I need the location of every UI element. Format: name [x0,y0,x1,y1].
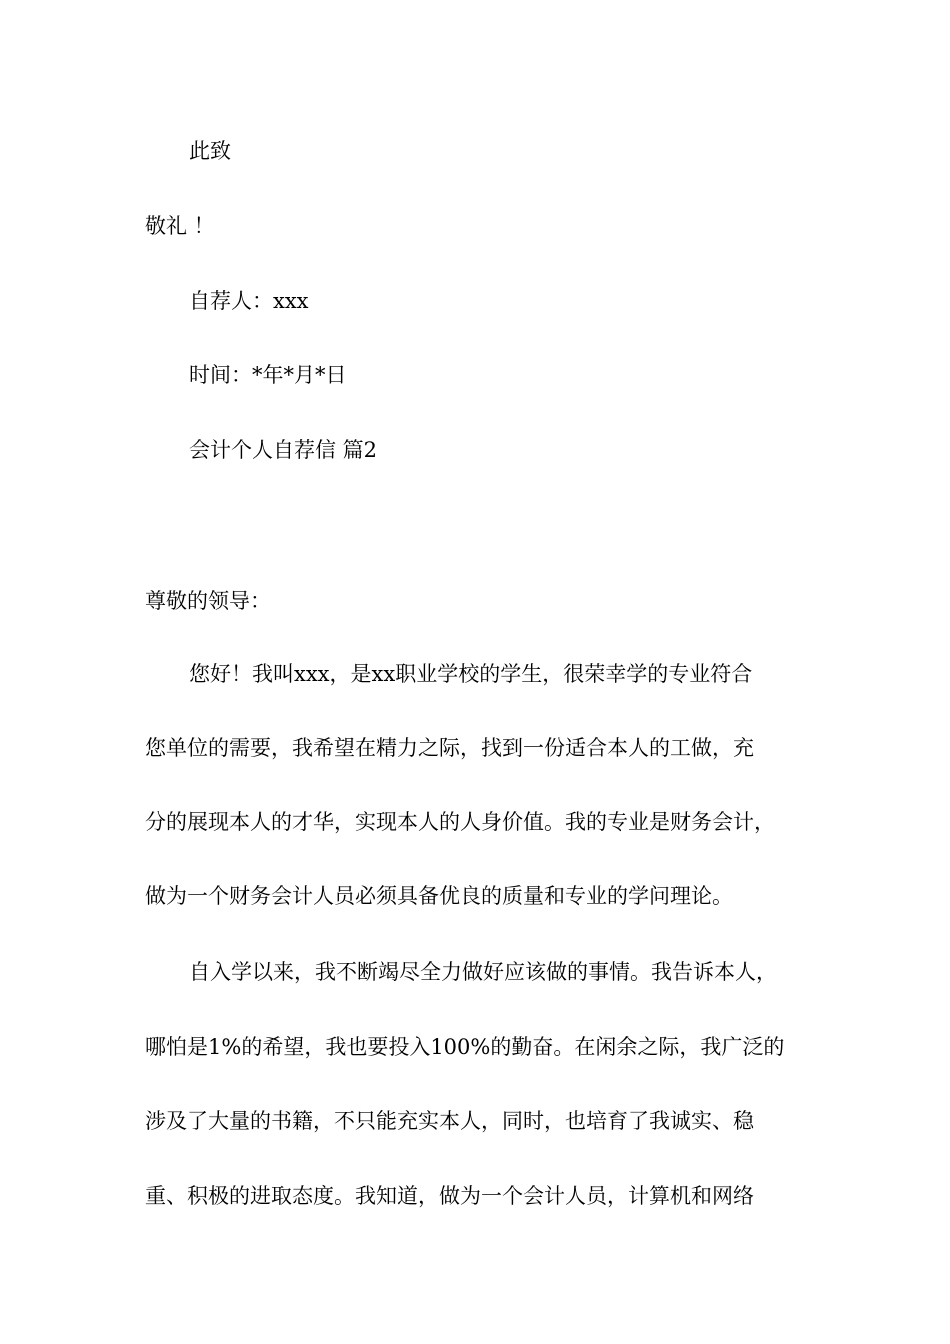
body-line: 您好！我叫xxx，是xx职业学校的学生，很荣幸学的专业符合 [189,662,753,686]
body-line: 自入学以来，我不断竭尽全力做好应该做的事情。我告诉本人， [189,960,777,984]
body-line: 涉及了大量的书籍，不只能充实本人，同时，也培育了我诚实、稳 [145,1109,754,1133]
body-line: 分的展现本人的才华，实现本人的人身价值。我的专业是财务会计， [145,810,775,834]
section-title: 会计个人自荐信 篇2 [189,438,378,462]
greeting-line: 尊敬的领导： [145,589,271,613]
body-line: 做为一个财务会计人员必须具备优良的质量和专业的学问理论。 [145,884,733,908]
body-line: 您单位的需要，我希望在精力之际，找到一份适合本人的工做，充 [145,736,754,760]
body-line: 重、积极的进取态度。我知道，做为一个会计人员，计算机和网络 [145,1184,754,1208]
date-line: 时间：*年*月*日 [189,363,347,387]
signer-line: 自荐人：xxx [189,289,309,313]
closing-text: 此致 [189,139,231,163]
body-line: 哪怕是1%的希望，我也要投入100%的勤奋。在闲余之际，我广泛的 [145,1035,785,1059]
salute-text: 敬礼 ！ [145,214,215,238]
